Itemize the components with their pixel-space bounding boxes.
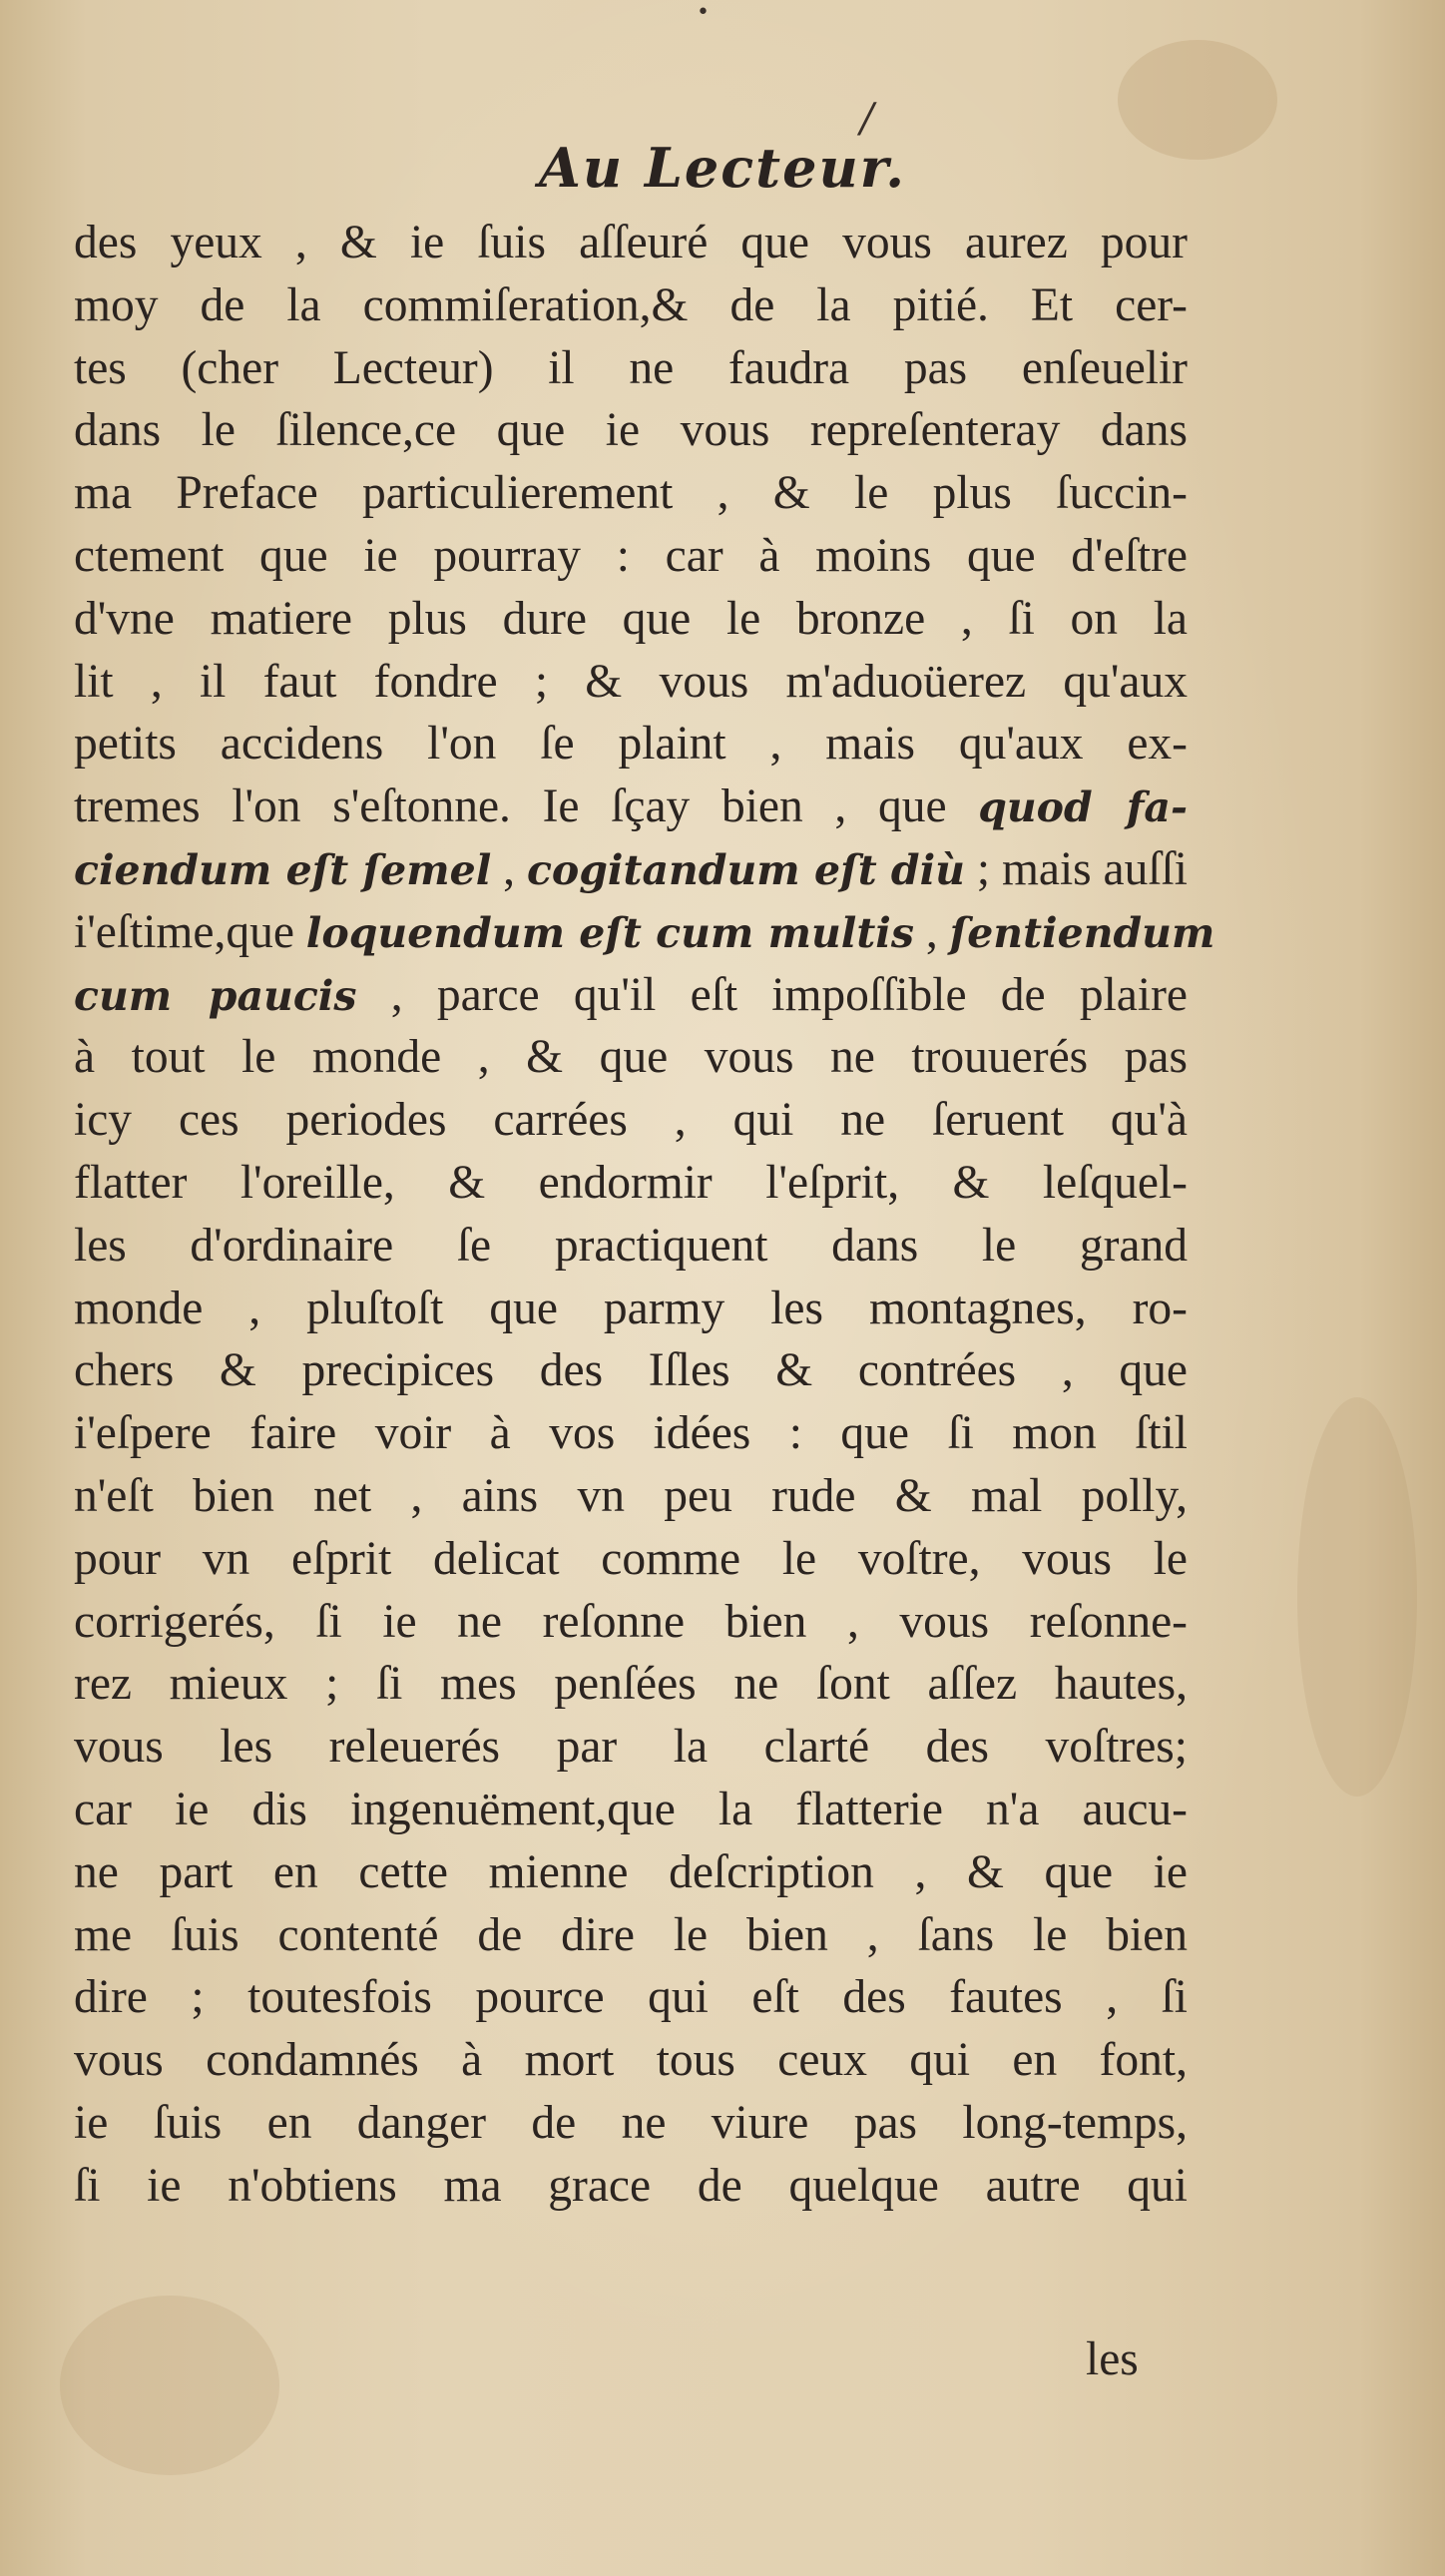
text-run: chers & precipices des Iſles & contrées , que <box>74 1344 1188 1397</box>
text-run: petits accidens l'on ſe plaint , mais qu'aux ex- <box>74 718 1188 771</box>
paper-stain <box>60 2296 279 2475</box>
text-run: , <box>491 842 527 895</box>
text-run: tremes l'on s'eſtonne. Ie ſçay bien , que <box>74 780 979 833</box>
italic-latin-phrase: ſentiendum <box>949 908 1215 957</box>
italic-latin-phrase: quod fa- <box>978 783 1188 832</box>
text-line <box>74 1402 1188 1465</box>
body-text <box>74 212 1215 2218</box>
italic-latin-phrase: ciendum eſt ſemel <box>74 845 492 894</box>
text-run: tes (cher Lecteur) il ne faudra pas enſeuelir <box>74 341 1188 394</box>
text-run: flatter l'oreille, & endormir l'eſprit, & leſquel- <box>74 1156 1188 1209</box>
paper-stain <box>1297 1397 1417 1797</box>
text-line <box>74 1653 1188 1716</box>
text-line <box>74 588 1188 651</box>
text-line <box>74 651 1188 714</box>
text-line <box>74 1152 1188 1215</box>
text-line <box>74 901 1215 964</box>
text-line <box>74 399 1188 462</box>
text-run: rez mieux ; ſi mes penſées ne ſont aſſez hautes, <box>74 1658 1188 1711</box>
text-line <box>74 525 1188 588</box>
text-run: vous condamnés à mort tous ceux qui en font, <box>74 2034 1188 2087</box>
text-run: car ie dis ingenuëment,que la flatterie n'a aucu- <box>74 1783 1188 1835</box>
text-run: n'eſt bien net , ains vn peu rude & mal polly, <box>74 1469 1188 1522</box>
text-line <box>74 2155 1188 2218</box>
text-run: ne part en cette mienne deſcription , & que ie <box>74 1845 1188 1898</box>
italic-latin-phrase: loquendum eſt cum multis <box>305 908 914 957</box>
text-line <box>74 713 1188 775</box>
text-run: icy ces periodes carrées , qui ne ſeruent qu'à <box>74 1094 1188 1147</box>
text-run: ctement que ie pourray : car à moins que d'eſtre <box>74 529 1188 582</box>
text-run: ; mais auſſi <box>964 842 1188 895</box>
text-run: , parce qu'il eſt impoſſible de plaire <box>356 968 1188 1021</box>
italic-latin-phrase: cum paucis <box>74 971 357 1020</box>
text-run: i'eſtime,que <box>74 905 306 958</box>
text-run: lit , il faut fondre ; & vous m'aduoüerez qu'aux <box>74 655 1188 708</box>
text-run: ma Preface particulierement , & le plus ſuccin- <box>74 467 1188 520</box>
text-line <box>74 1026 1188 1089</box>
text-run: i'eſpere faire voir à vos idées : que ſi mon ſtil <box>74 1407 1188 1460</box>
text-line <box>74 1966 1188 2029</box>
text-run: vous les releuerés par la clarté des voſtres; <box>74 1721 1188 1774</box>
ink-stroke-mark: / <box>860 96 874 142</box>
text-line <box>74 1089 1188 1152</box>
text-line <box>74 212 1188 274</box>
text-line <box>74 1278 1188 1340</box>
text-line <box>74 1716 1188 1779</box>
text-run: dans le ſilence,ce que ie vous repreſenteray dans <box>74 404 1188 457</box>
text-line <box>74 337 1188 400</box>
ink-dot-mark: • <box>697 0 710 25</box>
text-line <box>74 1904 1188 1967</box>
text-line <box>74 838 1188 901</box>
text-line <box>74 2029 1188 2092</box>
catchword: les <box>1086 2333 1139 2385</box>
text-line <box>74 462 1188 525</box>
italic-latin-phrase: cogitandum eſt diù <box>526 845 965 894</box>
text-run: d'vne matiere plus dure que le bronze , ſi on la <box>74 592 1188 645</box>
text-run: , <box>913 905 950 958</box>
running-title: Au Lecteur. <box>538 136 907 200</box>
text-run: dire ; toutesfois pource qui eſt des fautes , ſi <box>74 1971 1188 2024</box>
text-run: me ſuis contenté de dire le bien , ſans le bien <box>74 1908 1188 1961</box>
text-run: ſi ie n'obtiens ma grace de quelque autre qui <box>74 2159 1188 2212</box>
text-line <box>74 1841 1188 1904</box>
text-line <box>74 1215 1188 1278</box>
text-run: les d'ordinaire ſe practiquent dans le grand <box>74 1219 1188 1272</box>
text-run: pour vn eſprit delicat comme le voſtre, vous le <box>74 1532 1188 1585</box>
text-run: corrigerés, ſi ie ne reſonne bien , vous reſonne- <box>74 1595 1188 1648</box>
text-line <box>74 775 1188 838</box>
text-run: ie ſuis en danger de ne viure pas long-temps, <box>74 2096 1188 2149</box>
text-run: moy de la commiſeration,& de la pitié. Et cer- <box>74 278 1188 331</box>
text-line <box>74 1339 1188 1402</box>
text-line <box>74 1465 1188 1528</box>
text-line <box>74 2092 1188 2155</box>
text-run: à tout le monde , & que vous ne trouuerés pas <box>74 1031 1188 1084</box>
text-line <box>74 1528 1188 1591</box>
text-line <box>74 964 1188 1027</box>
text-line <box>74 1591 1188 1654</box>
text-run: monde , pluſtoſt que parmy les montagnes, ro- <box>74 1282 1188 1334</box>
text-line <box>74 1779 1188 1841</box>
text-line <box>74 274 1188 337</box>
text-run: des yeux , & ie ſuis aſſeuré que vous aurez pour <box>74 217 1188 268</box>
